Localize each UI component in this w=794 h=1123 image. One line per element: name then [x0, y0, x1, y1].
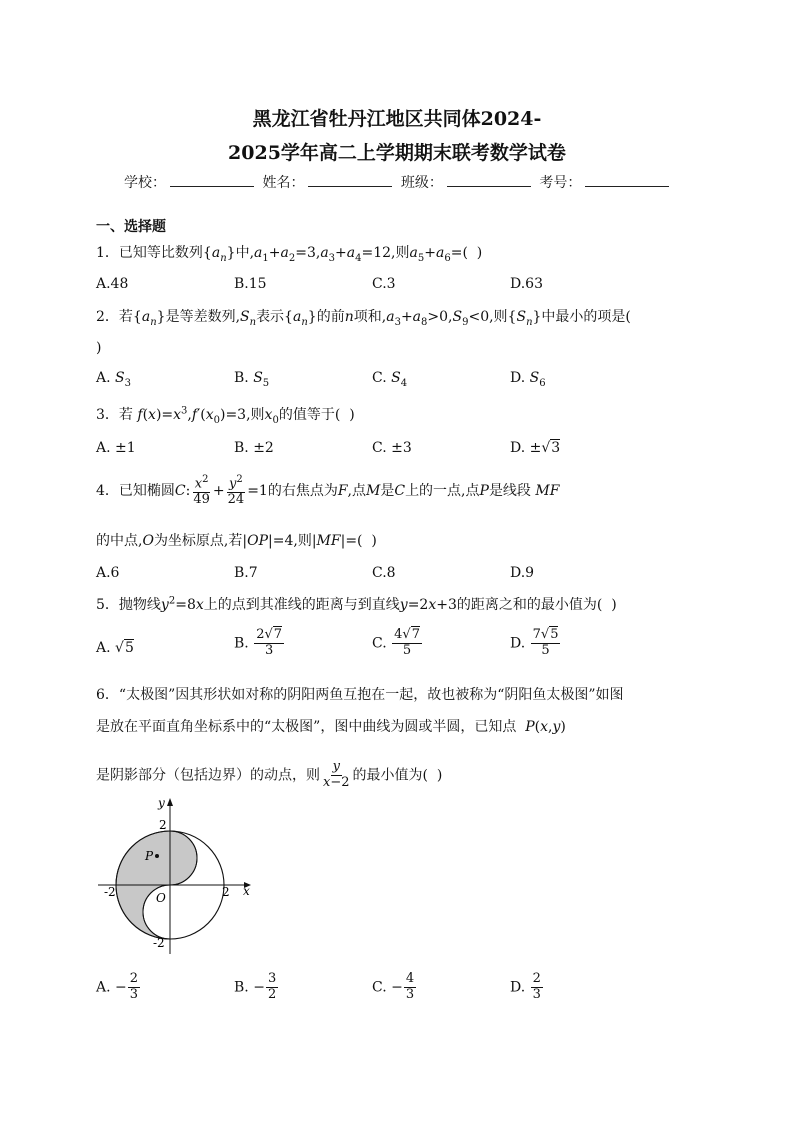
question-4-continued: 的中点,O为坐标原点,若|OP|=4,则|MF|=( ) [96, 533, 377, 549]
question-1: 1．已知等比数列$\{a_n\}$中$,a_1+a_2=3,a_3+a_4=12$,则$a_5+a_6=$( ) [96, 245, 483, 264]
question-6-line1: “太极图”因其形状如对称的阴阳两鱼互抱在一起，故也被称为“阴阳鱼太极图”如图 [118, 687, 624, 703]
q6-option-d[interactable]: D. $\frac{2}{3}$ [510, 971, 541, 1002]
taiji-figure [94, 794, 264, 960]
question-number: 2． [96, 309, 119, 325]
tick-y-top: 2 [159, 818, 167, 832]
q4-option-a[interactable]: A.6 [96, 565, 120, 581]
q3-option-a[interactable]: A. ±1 [96, 440, 136, 456]
q5-option-b[interactable]: B. $\frac{2√7}{3}$ [234, 627, 283, 658]
exam-number-label: 考号： [539, 175, 582, 191]
exam-title-line2: 2025学年高二上学期期末联考数学试卷 [228, 142, 566, 164]
q1-option-b[interactable]: B.15 [234, 276, 267, 292]
q2-option-d[interactable]: D. $S_6$ [510, 370, 546, 389]
section-heading: 一、选择题 [96, 219, 166, 235]
school-blank[interactable] [170, 174, 254, 187]
q1-option-a[interactable]: A.48 [96, 276, 129, 292]
name-label: 姓名： [262, 175, 305, 191]
tick-x-right: 2 [222, 885, 230, 899]
student-info-row [124, 172, 673, 192]
x-axis-label: x [243, 884, 250, 898]
q6-option-b[interactable]: B. − $\frac{3}{2}$ [234, 971, 277, 1002]
question-6-line2: 是放在平面直角坐标系中的“太极图”，图中曲线为圆或半圆，已知点 P(x,y) [96, 719, 566, 735]
tick-y-bottom: -2 [153, 936, 165, 950]
q5-option-d[interactable]: D. $\frac{7√5}{5}$ [510, 627, 559, 658]
q4-option-b[interactable]: B.7 [234, 565, 258, 581]
y-axis-label: y [158, 796, 165, 810]
point-p-dot [155, 854, 159, 858]
q3-option-b[interactable]: B. ±2 [234, 440, 274, 456]
q1-option-c[interactable]: C.3 [372, 276, 396, 292]
question-3: 3．若 $f(x)=x^3,f'(x_0)=3$,则$x_0$的值等于( ) [96, 405, 355, 426]
class-label: 班级： [400, 175, 443, 191]
q3-option-c[interactable]: C. ±3 [372, 440, 412, 456]
question-6-line3: 是阴影部分（包括边界）的动点，则 $\frac{y}{x-2}$ 的最小值为( ) [96, 759, 443, 790]
question-5: 5．抛物线$y^2=8x$上的点到其准线的距离与到直线y=2x+3的距离之和的最小值为( ) [96, 595, 617, 613]
question-6 [96, 684, 624, 704]
question-number: 5． [96, 597, 119, 613]
q3-option-d[interactable]: D. ±√3 [510, 440, 561, 456]
exam-number-blank[interactable] [585, 174, 669, 187]
q6-option-c[interactable]: C. − $\frac{4}{3}$ [372, 971, 415, 1002]
q2-option-c[interactable]: C. $S_4$ [372, 370, 408, 389]
name-blank[interactable] [308, 174, 392, 187]
q2-option-a[interactable]: A. $S_3$ [96, 370, 131, 389]
question-number: 1． [96, 245, 119, 261]
exam-title-line1: 黑龙江省牡丹江地区共同体2024- [252, 108, 542, 130]
class-blank[interactable] [447, 174, 531, 187]
question-2-continued: ) [96, 340, 102, 356]
q6-option-a[interactable]: A. − $\frac{2}{3}$ [96, 971, 139, 1002]
q4-option-c[interactable]: C.8 [372, 565, 396, 581]
question-2: 2．若$\{a_n\}$是等差数列$,S_n$表示$\{a_n\}$的前n项和$,a_3+a_8>0,S_9<0$,则$\{S_n\}$中最小的项是( [96, 309, 631, 328]
school-label: 学校： [124, 175, 166, 191]
q5-option-c[interactable]: C. $\frac{4√7}{5}$ [372, 627, 420, 658]
q1-option-d[interactable]: D.63 [510, 276, 543, 292]
question-number: 6． [96, 687, 119, 703]
point-p-label: P [145, 849, 154, 863]
y-axis-arrow-icon [167, 798, 173, 806]
question-4: 4．已知椭圆C: $\frac{x^2}{49}$ + $\frac{y^2}{24}$ =1的右焦点为F,点M是C上的一点,点P是线段 MF [96, 474, 560, 508]
q2-option-b[interactable]: B. $S_5$ [234, 370, 270, 389]
q5-option-a[interactable]: A. √5 [96, 640, 134, 656]
question-number: 3． [96, 407, 119, 423]
question-number: 4． [96, 483, 119, 500]
tick-x-left: -2 [104, 885, 116, 899]
q4-option-d[interactable]: D.9 [510, 565, 535, 581]
origin-label: O [156, 891, 166, 905]
